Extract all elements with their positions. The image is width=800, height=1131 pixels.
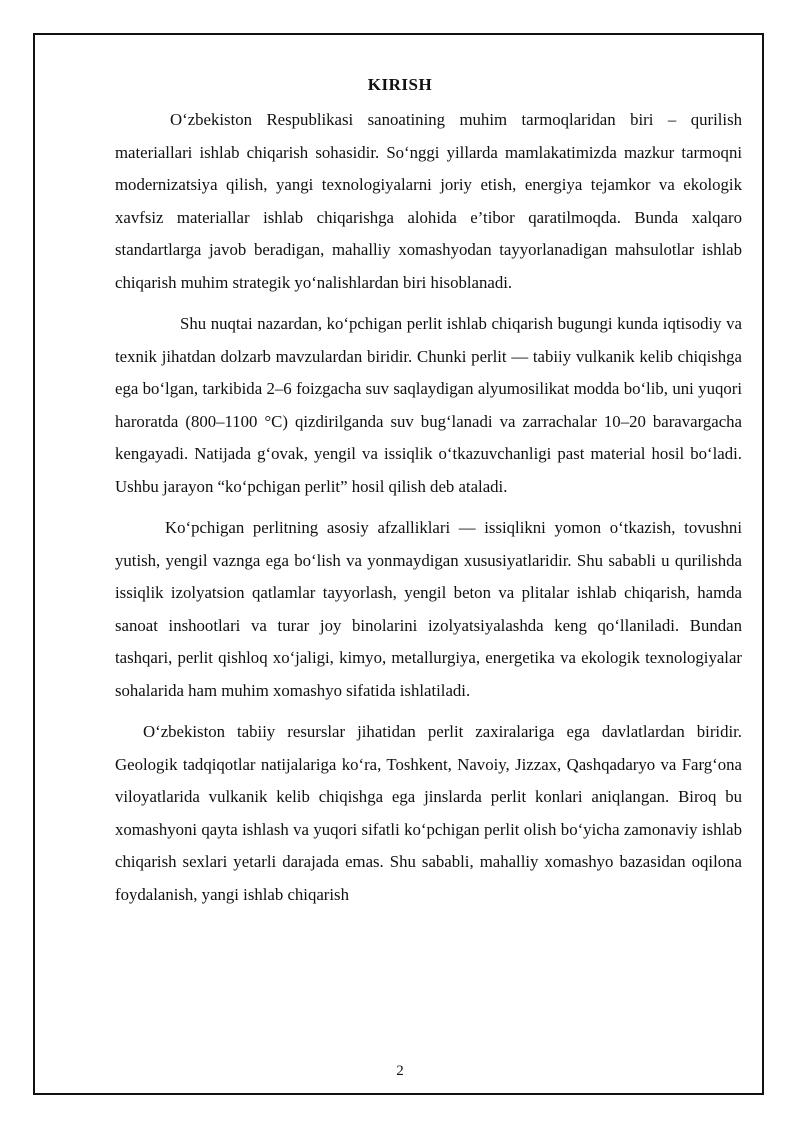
paragraph-perlit-definition: Shu nuqtai nazardan, ko‘pchigan perlit ishlab chiqarish bugungi kunda iqtisodiy va texnik jihatdan dolzarb mavzulardan biridir. Chunki perlit — tabiiy vulkanik kelib chiqishga ega bo‘lgan, tarkibida 2–6 foizgacha suv saqlaydigan alyumosilikat modda bo‘lib, uni yuqori haroratda (800–1100 °C) qizdirilganda suv bug‘lanadi va zarrachalar 10–20 baravargacha kengayadi. Natijada g‘ovak, yengil va issiqlik o‘tkazuvchanligi past material hosil bo‘ladi. Ushbu jarayon “ko‘pchigan perlit” hosil qilish deb ataladi.: [115, 314, 742, 496]
paragraph-resources: O‘zbekiston tabiiy resurslar jihatidan perlit zaxiralariga ega davlatlardan biridir. Geologik tadqiqotlar natijalariga ko‘ra, Toshkent, Navoiy, Jizzax, Qashqadaryo va Farg‘ona viloyatlarida vulkanik kelib chiqishga ega jinslarda perlit konlari aniqlangan. Biroq bu xomashyoni qayta ishlash va yuqori sifatli ko‘pchigan perlit olish bo‘yicha zamonaviy ishlab chiqarish sexlari yetarli darajada emas. Shu sababli, mahalliy xomashyo bazasidan oqilona foydalanish, yangi ishlab chiqarish: [115, 722, 742, 904]
page-number: 2: [396, 1063, 404, 1079]
section-title: KIRISH: [367, 75, 433, 94]
body-text: [115, 104, 742, 920]
paragraph-intro: O‘zbekiston Respublikasi sanoatining muhim tarmoqlaridan biri – qurilish materiallari ishlab chiqarish sohasidir. So‘nggi yillarda mamlakatimizda mazkur tarmoqni modernizatsiya qilish, yangi texnologiyalarni joriy etish, energiya tejamkor va ekologik xavfsiz materiallar ishlab chiqarishga alohida e’tibor qaratilmoqda. Bunda xalqaro standartlarga javob beradigan, mahalliy xomashyodan tayyorlanadigan mahsulotlar ishlab chiqarish muhim strategik yo‘nalishlardan biri hisoblanadi.: [115, 110, 742, 292]
paragraph-advantages: Ko‘pchigan perlitning asosiy afzalliklari — issiqlikni yomon o‘tkazish, tovushni yutish, yengil vaznga ega bo‘lish va yonmaydigan xususiyatlaridir. Shu sababli u qurilishda issiqlik izolyatsion qatlamlar tayyorlash, yengil beton va plitalar ishlab chiqarish, hamda sanoat inshootlari va turar joy binolarini izolyatsiyalashda keng qo‘llaniladi. Bundan tashqari, perlit qishloq xo‘jaligi, kimyo, metallurgiya, energetika va ekologik texnologiyalar sohalarida ham muhim xomashyo sifatida ishlatiladi.: [115, 518, 742, 700]
